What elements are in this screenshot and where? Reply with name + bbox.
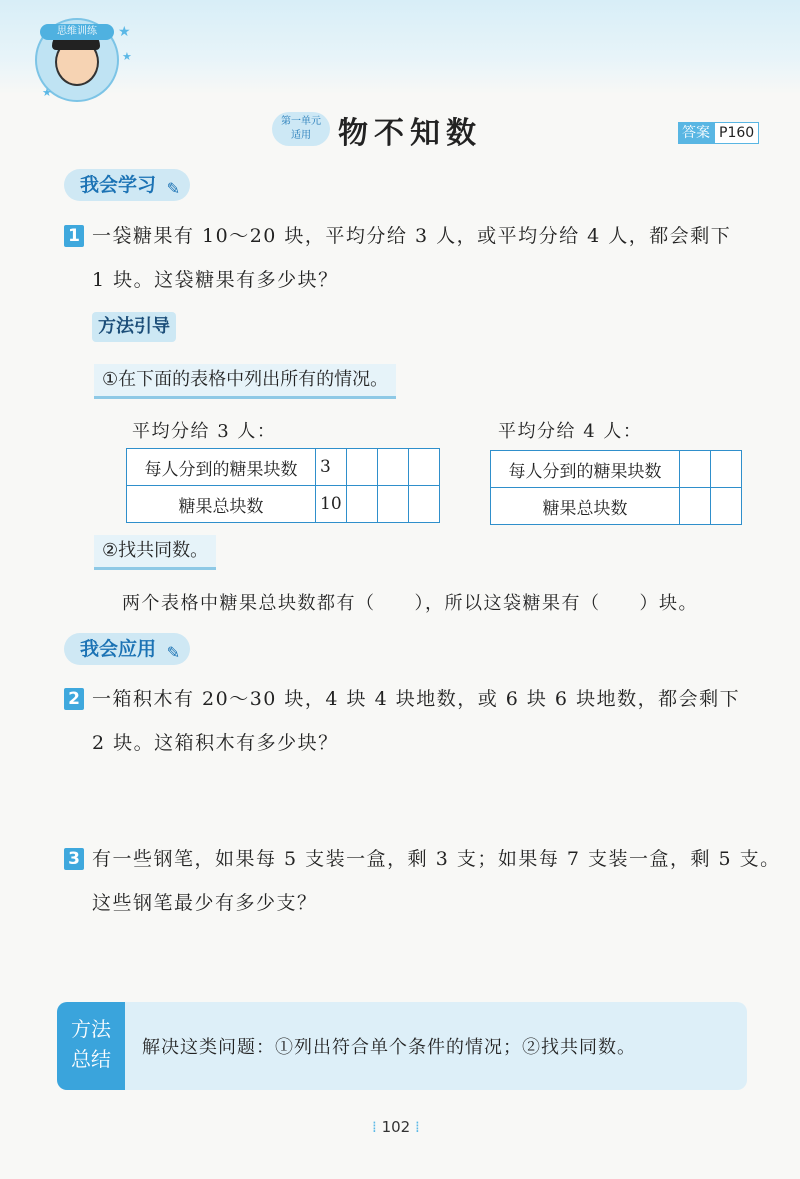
question-1-line-2: 1 块。这袋糖果有多少块？: [92, 269, 339, 291]
section-apply: 我会应用 ✎: [64, 633, 190, 665]
badge-label: 思维训练: [40, 24, 114, 40]
page-title: 物不知数: [338, 116, 482, 151]
page-ornament-icon: ⁞: [372, 1118, 377, 1136]
table-cell[interactable]: [409, 449, 440, 486]
method-step-1: ①在下面的表格中列出所有的情况。: [94, 364, 396, 399]
question-2-line-1: 一箱积木有 20～30 块，4 块 4 块地数，或 6 块 6 块地数，都会剩下: [92, 688, 741, 710]
table-cell[interactable]: [378, 486, 409, 523]
star-icon: ★: [118, 24, 131, 40]
page-ornament-icon: ⁞: [414, 1118, 420, 1136]
table-cell[interactable]: [711, 451, 742, 488]
table-cell: 糖果总块数: [127, 486, 316, 523]
table-divide-by-4: [490, 450, 742, 525]
question-2-line-2: 2 块。这箱积木有多少块？: [92, 732, 339, 754]
pencil-icon: ✎: [166, 643, 181, 662]
table-cell: 每人分到的糖果块数: [127, 449, 316, 486]
question-3-line-2: 这些钢笔最少有多少支？: [92, 892, 318, 914]
table-cell[interactable]: [680, 488, 711, 525]
question-number: 3: [64, 848, 84, 870]
table-cell: 10: [316, 486, 347, 523]
method-guide-label: 方法引导: [92, 312, 176, 342]
summary-tag: 方法 总结: [57, 1002, 125, 1090]
pencil-icon: ✎: [166, 179, 181, 198]
page-number: ⁞ 102 ⁞: [372, 1118, 420, 1136]
table-cell: 每人分到的糖果块数: [491, 451, 680, 488]
table-cell: 糖果总块数: [491, 488, 680, 525]
star-icon: ★: [42, 86, 52, 99]
unit-tag: 第一单元 适用: [272, 112, 330, 146]
section-learn: 我会学习 ✎: [64, 169, 190, 201]
fill-in-line: 两个表格中糖果总块数都有（ ），所以这袋糖果有（ ）块。: [122, 593, 698, 614]
answer-reference: [678, 122, 759, 144]
question-number: 1: [64, 225, 84, 247]
question-3-line-1: 有一些钢笔，如果每 5 支装一盒，剩 3 支；如果每 7 支装一盒，剩 5 支。: [92, 848, 781, 870]
star-icon: ★: [122, 50, 132, 63]
summary-text: 解决这类问题：①列出符合单个条件的情况；②找共同数。: [142, 1037, 636, 1058]
question-number: 2: [64, 688, 84, 710]
table-cell[interactable]: [347, 449, 378, 486]
table-cell[interactable]: [378, 449, 409, 486]
method-step-2: ②找共同数。: [94, 535, 216, 570]
answer-label: 答案: [678, 122, 714, 144]
table-3-caption: 平均分给 3 人：: [132, 421, 277, 442]
header-band: [0, 0, 800, 95]
table-divide-by-3: [126, 448, 440, 523]
table-4-caption: 平均分给 4 人：: [498, 421, 643, 442]
question-1-line-1: 一袋糖果有 10～20 块，平均分给 3 人，或平均分给 4 人，都会剩下: [92, 225, 732, 247]
table-cell[interactable]: [680, 451, 711, 488]
answer-page: P160: [714, 122, 759, 144]
table-cell: 3: [316, 449, 347, 486]
table-cell[interactable]: [347, 486, 378, 523]
table-cell[interactable]: [711, 488, 742, 525]
table-cell[interactable]: [409, 486, 440, 523]
